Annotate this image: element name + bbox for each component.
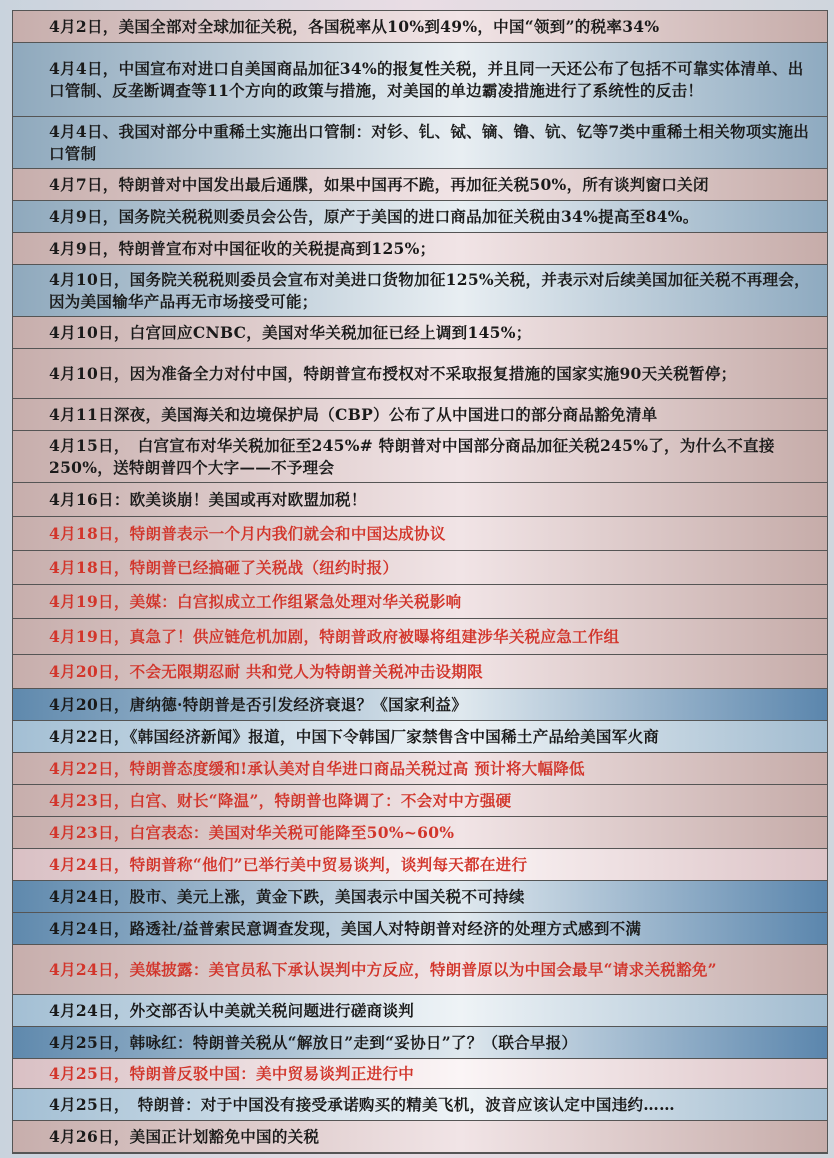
timeline-entry-text: 4月24日，美媒披露：美官员私下承认误判中方反应，特朗普原以为中国会最早“请求关税豁免” xyxy=(49,959,717,979)
timeline-entry-text: 4月20日，不会无限期忍耐 共和党人为特朗普关税冲击设期限 xyxy=(49,661,483,681)
timeline-row xyxy=(13,169,827,201)
timeline-entry-text: 4月25日， 特朗普：对于中国没有接受承诺购买的精美飞机，波音应该认定中国违约…… xyxy=(49,1094,675,1114)
timeline-entry-text: 4月25日，韩咏红：特朗普关税从“解放日”走到“妥协日”了？（联合早报） xyxy=(49,1032,578,1052)
timeline-entry-text: 4月15日， 白宫宣布对华关税加征至245%# 特朗普对中国部分商品加征关税245%了，为什么不直接250%，送特朗普四个大字——不予理会 xyxy=(49,435,775,477)
timeline-entry-text: 4月2日，美国全部对全球加征关税，各国税率从10%到49%，中国“领到”的税率34% xyxy=(49,16,660,36)
timeline-row xyxy=(13,317,827,349)
timeline-row xyxy=(13,1089,827,1121)
timeline-entry-text: 4月22日，《韩国经济新闻》报道，中国下令韩国厂家禁售含中国稀土产品给美国军火商 xyxy=(49,726,660,746)
timeline-entry-text: 4月20日，唐纳德·特朗普是否引发经济衰退？《国家利益》 xyxy=(49,694,468,714)
timeline-entry-text: 4月10日，国务院关税税则委员会宣布对美进口货物加征125%关税，并表示对后续美国加征关税不再理会，因为美国输华产品再无市场接受可能； xyxy=(49,269,810,311)
timeline-entry-text: 4月19日，真急了！供应链危机加剧，特朗普政府被曝将组建涉华关税应急工作组 xyxy=(49,626,620,646)
timeline-entry-text: 4月26日，美国正计划豁免中国的关税 xyxy=(49,1126,320,1146)
timeline-entry-text: 4月25日，特朗普反驳中国：美中贸易谈判正进行中 xyxy=(49,1063,415,1083)
timeline-row xyxy=(13,1121,827,1153)
timeline-entry-text: 4月24日，外交部否认中美就关税问题进行磋商谈判 xyxy=(49,1000,415,1020)
timeline-entry-text: 4月24日，路透社/益普索民意调查发现，美国人对特朗普对经济的处理方式感到不满 xyxy=(49,918,642,938)
timeline-row xyxy=(13,753,827,785)
timeline-entry-text: 4月10日，白宫回应CNBC，美国对华关税加征已经上调到145%； xyxy=(49,322,532,342)
timeline-row xyxy=(13,551,827,585)
timeline-entry-text: 4月7日，特朗普对中国发出最后通牒，如果中国再不跪，再加征关税50%，所有谈判窗口关闭 xyxy=(49,174,709,194)
timeline-row xyxy=(13,233,827,265)
timeline-row xyxy=(13,995,827,1027)
timeline-entry-text: 4月9日，特朗普宣布对中国征收的关税提高到125%； xyxy=(49,238,436,258)
tariff-timeline xyxy=(12,10,828,1154)
timeline-row xyxy=(13,483,827,517)
timeline-entry-text: 4月16日：欧美谈崩！美国或再对欧盟加税！ xyxy=(49,489,367,509)
timeline-row xyxy=(13,585,827,619)
timeline-entry-text: 4月19日，美媒：白宫拟成立工作组紧急处理对华关税影响 xyxy=(49,591,462,611)
timeline-row xyxy=(13,913,827,945)
timeline-row xyxy=(13,721,827,753)
timeline-row xyxy=(13,881,827,913)
timeline-row xyxy=(13,785,827,817)
timeline-row xyxy=(13,349,827,399)
timeline-row xyxy=(13,655,827,689)
timeline-entry-text: 4月11日深夜，美国海关和边境保护局（CBP）公布了从中国进口的部分商品豁免清单 xyxy=(49,404,658,424)
timeline-row xyxy=(13,201,827,233)
timeline-row xyxy=(13,399,827,431)
timeline-row xyxy=(13,517,827,551)
timeline-row xyxy=(13,817,827,849)
timeline-entry-text: 4月18日，特朗普已经搞砸了关税战（纽约时报） xyxy=(49,557,399,577)
timeline-entry-text: 4月4日、我国对部分中重稀土实施出口管制：对钐、钆、铽、镝、镥、钪、钇等7类中重稀土相关物项实施出口管制 xyxy=(49,121,810,163)
timeline-entry-text: 4月22日，特朗普态度缓和!承认美对自华进口商品关税过高 预计将大幅降低 xyxy=(49,758,585,778)
timeline-entry-text: 4月24日，股市、美元上涨，黄金下跌，美国表示中国关税不可持续 xyxy=(49,886,525,906)
timeline-row xyxy=(13,1059,827,1089)
timeline-row xyxy=(13,117,827,169)
timeline-row xyxy=(13,431,827,483)
timeline-row xyxy=(13,11,827,43)
timeline-entry-text: 4月10日，因为准备全力对付中国，特朗普宣布授权对不采取报复措施的国家实施90天关税暂停； xyxy=(49,363,737,383)
timeline-entry-text: 4月23日，白宫、财长“降温”，特朗普也降调了：不会对中方强硬 xyxy=(49,790,512,810)
timeline-row xyxy=(13,689,827,721)
timeline-entry-text: 4月23日，白宫表态：美国对华关税可能降至50%~60% xyxy=(49,822,455,842)
timeline-row xyxy=(13,1027,827,1059)
timeline-row xyxy=(13,849,827,881)
timeline-row xyxy=(13,945,827,995)
timeline-entry-text: 4月18日，特朗普表示一个月内我们就会和中国达成协议 xyxy=(49,523,446,543)
timeline-entry-text: 4月9日，国务院关税税则委员会公告，原产于美国的进口商品加征关税由34%提高至84%。 xyxy=(49,206,699,226)
timeline-entry-text: 4月24日，特朗普称“他们”已举行美中贸易谈判，谈判每天都在进行 xyxy=(49,854,528,874)
timeline-row xyxy=(13,619,827,655)
timeline-row xyxy=(13,43,827,117)
timeline-row xyxy=(13,265,827,317)
timeline-entry-text: 4月4日，中国宣布对进口自美国商品加征34%的报复性关税，并且同一天还公布了包括不可靠实体清单、出口管制、反垄断调查等11个方向的政策与措施，对美国的单边霸凌措施进行了系统性的反击！ xyxy=(49,58,804,100)
